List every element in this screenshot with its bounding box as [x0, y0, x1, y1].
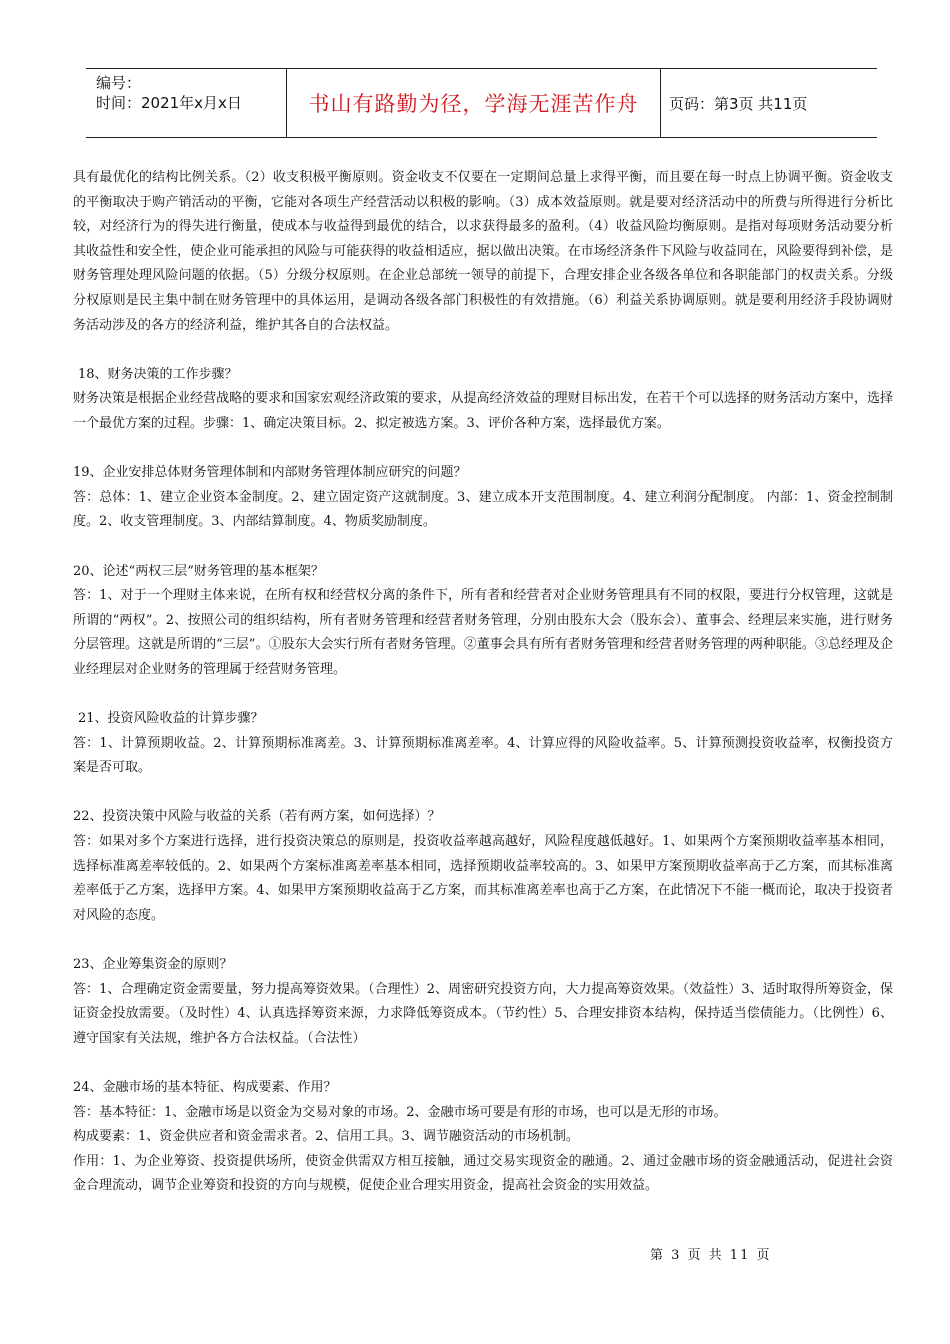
paragraph: 具有最优化的结构比例关系。（2）收支积极平衡原则。资金收支不仅要在一定期间总量上求得平衡，而且要在每一时点上协调平衡。资金收支的平衡取决于购产销活动的平衡，它能对各项生产经营活动以积极的影响。（3）成本效益原则。就是要对经济活动中的所费与所得进行分析比较，对经济行为的得失进行衡量，使成本与收益得到最优的结合，以求获得最多的盈利。（4）收益风险均衡原则。是指对每项财务活动要分析其收益性和安全性，使企业可能承担的风险与可能获得的收益相适应，据以做出决策。在市场经济条件下风险与收益同在，风险要得到补偿，是财务管理处理风险问题的依据。（5）分级分权原则。在企业总部统一领导的前提下，合理安排企业各级各单位和各职能部门的权责关系。分级分权原则是民主集中制在财务管理中的具体运用，是调动各级各部门积极性的有效措施。（6）利益关系协调原则。就是要利用经济手段协调财务活动涉及的各方的经济利益，维护其各自的合法权益。: [73, 170, 893, 333]
question-heading: 22、投资决策中风险与收益的关系（若有两方案，如何选择）？: [73, 809, 441, 825]
paragraph: 答：1、对于一个理财主体来说，在所有权和经营权分离的条件下，所有者和经营者对企业财务管理具有不同的权限，要进行分权管理，这就是所谓的“两权”。2、按照公司的组织结构，所有者财务管理和经营者财务管理，分别由股东大会（股东会）、董事会、经理层来实施，进行财务分层管理。这就是所谓的“三层”。①股东大会实行所有者财务管理。②董事会具有所有者财务管理和经营者财务管理的两种职能。③总经理及企业经理层对企业财务的管理属于经营财务管理。: [73, 588, 893, 677]
question-heading: 21、投资风险收益的计算步骤？: [78, 711, 264, 727]
number-label: 编号：: [96, 74, 142, 92]
paragraph: 答：总体：1、建立企业资本金制度。2、建立固定资产这就制度。3、建立成本开支范围制度。4、建立利润分配制度。 内部：1、资金控制制度。2、收支管理制度。3、内部结算制度。4、物质奖励制度。: [73, 489, 893, 530]
paragraph: 财务决策是根据企业经营战略的要求和国家宏观经济政策的要求，从提高经济效益的理财目标出发，在若干个可以选择的财务活动方案中，选择一个最优方案的过程。步骤：1、确定决策目标。2、拟定被选方案。3、评价各种方案，选择最优方案。: [73, 391, 893, 431]
paragraph: 作用：1、为企业筹资、投资提供场所，使资金供需双方相互接触，通过交易实现资金的融通。2、通过金融市场的资金融通活动，促进社会资金合理流动，调节企业筹资和投资的方向与规模，促使企业合理实用资金，提高社会资金的实用效益。: [73, 1153, 893, 1194]
question-heading: 18、财务决策的工作步骤？: [78, 366, 238, 382]
question-heading: 23、企业筹集资金的原则？: [73, 957, 233, 972]
paragraph: 答：1、合理确定资金需要量，努力提高筹资效果。（合理性）2、周密研究投资方向，大力提高筹资效果。（效益性）3、适时取得所筹资金，保证资金投放需要。（及时性）4、认真选择筹资来源，力求降低筹资成本。（节约性）5、合理安排资本结构，保持适当偿债能力。（比例性）6、遵守国家有关法规，维护各方合法权益。（合法性）: [73, 981, 893, 1046]
paragraph: 答：如果对多个方案进行选择，进行投资决策总的原则是，投资收益率越高越好，风险程度越低越好。1、如果两个方案预期收益率基本相同，选择标准离差率较低的。2、如果两个方案标准离差率基本相同，选择预期收益率较高的。3、如果甲方案预期收益率高于乙方案，而其标准离差率低于乙方案，选择甲方案。4、如果甲方案预期收益高于乙方案，而其标准离差率也高于乙方案，在此情况下不能一概而论，取决于投资者对风险的态度。: [73, 834, 893, 923]
question-heading: 20、论述“两权三层”财务管理的基本框架？: [73, 563, 324, 579]
page-footer: 第 3 页 共 11 页: [650, 1248, 772, 1263]
paragraph: 答：基本特征：1、金融市场是以资金为交易对象的市场。2、金融市场可要是有形的市场，也可以是无形的市场。: [73, 1104, 727, 1120]
document-body: [73, 166, 893, 1199]
paragraph: 构成要素：1、资金供应者和资金需求者。2、信用工具。3、调节融资活动的市场机制。: [73, 1129, 579, 1145]
question-heading: 24、金融市场的基本特征、构成要素、作用？: [73, 1079, 337, 1095]
question-heading: 19、企业安排总体财务管理体制和内部财务管理体制应研究的问题？: [73, 465, 467, 481]
header-meta: [86, 69, 287, 137]
paragraph: 答：1、计算预期收益。2、计算预期标准离差。3、计算预期标准离差率。4、计算应得的风险收益率。5、计算预测投资收益率，权衡投资方案是否可取。: [73, 735, 893, 776]
page-header: [86, 68, 877, 138]
header-page-label: 页码：第3页 共11页: [669, 94, 808, 113]
header-motto: 书山有路勤为径，学海无涯苦作舟: [287, 69, 661, 137]
time-label: 时间：2021年x月x日: [96, 94, 242, 112]
